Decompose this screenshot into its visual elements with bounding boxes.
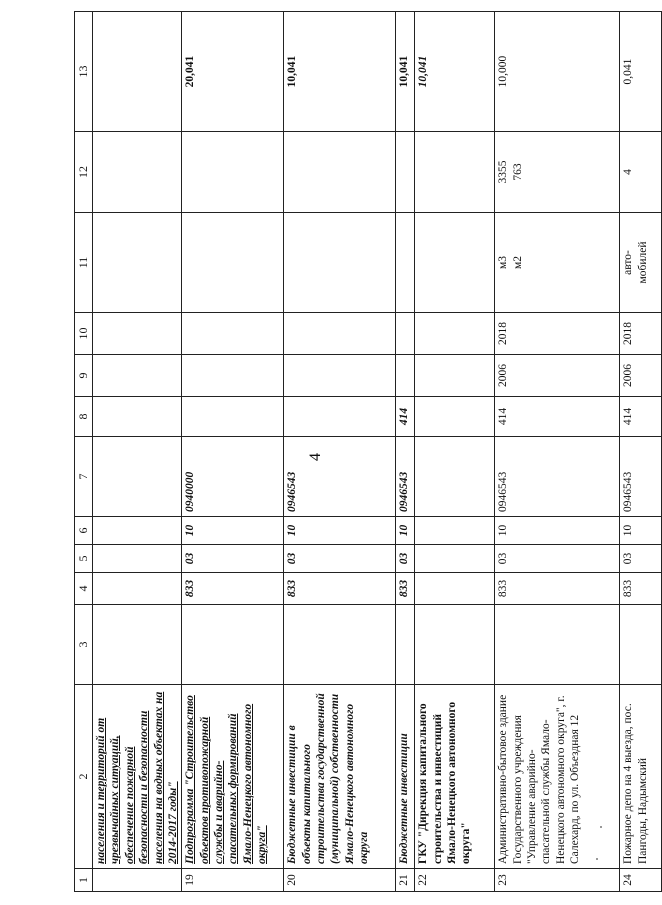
cell: 2006: [495, 355, 620, 397]
cell: [415, 517, 495, 545]
cell: 20,041: [182, 12, 284, 132]
header-row: [75, 12, 93, 892]
header-cell: 4: [75, 573, 93, 605]
cell: 03: [620, 545, 662, 573]
cell: [284, 313, 396, 355]
cell: [182, 605, 284, 685]
budget-table: [74, 11, 662, 892]
header-cell: 11: [75, 213, 93, 313]
cell: 03: [182, 545, 284, 573]
cell: [182, 397, 284, 437]
cell: 10,041: [415, 12, 495, 132]
cell: 2018: [620, 313, 662, 355]
cell: [93, 355, 182, 397]
cell: [620, 605, 662, 685]
table-row: [284, 12, 396, 892]
row-name: Подпрограмма "Строительство объектов противопожарной службы и аварийно-спасательных формирований Ямало-Ненецкого автономного округа": [182, 685, 284, 869]
header-cell: 9: [75, 355, 93, 397]
cell: 03: [396, 545, 415, 573]
cell: 833: [620, 573, 662, 605]
scan-speck: [596, 858, 598, 860]
cell: 0946543: [620, 437, 662, 517]
cell: 833: [182, 573, 284, 605]
table-row: [93, 12, 182, 892]
cell: [93, 545, 182, 573]
cell: [495, 605, 620, 685]
cell: 0946543: [396, 437, 415, 517]
cell: 3355 763: [495, 132, 620, 213]
cell: [396, 132, 415, 213]
cell: 10: [620, 517, 662, 545]
cell: [93, 12, 182, 132]
cell: м3 м2: [495, 213, 620, 313]
cell: [415, 397, 495, 437]
cell: 833: [396, 573, 415, 605]
cell: 10: [284, 517, 396, 545]
cell: [415, 437, 495, 517]
cell: [93, 313, 182, 355]
header-cell: 12: [75, 132, 93, 213]
table-row: [495, 12, 620, 892]
cell: 10,041: [396, 12, 415, 132]
cell: [396, 313, 415, 355]
row-name: Административно-бытовое здание Государственного учреждения "Управление аварийно-спасательной службы Ямало-Ненецкого автономного округа", г. Салехард, по ул. Объездная 12: [495, 685, 620, 869]
cell: 0940000: [182, 437, 284, 517]
cell: [396, 355, 415, 397]
cell: [415, 573, 495, 605]
table-row: [396, 12, 415, 892]
cell: 833: [495, 573, 620, 605]
cell: 10: [396, 517, 415, 545]
table-row: [182, 12, 284, 892]
cell: [93, 437, 182, 517]
cell: [182, 132, 284, 213]
header-cell: 13: [75, 12, 93, 132]
table-row: [620, 12, 662, 892]
cell: 833: [284, 573, 396, 605]
header-cell: 3: [75, 605, 93, 685]
row-number: 24: [620, 869, 662, 892]
cell: 0946543: [284, 437, 396, 517]
rotated-table-container: [74, 12, 649, 892]
cell: [93, 605, 182, 685]
header-cell: 6: [75, 517, 93, 545]
cell: 4: [620, 132, 662, 213]
row-number: 20: [284, 869, 396, 892]
row-name: Бюджетные инвестиции в объекты капитального строительства государственной (муниципальной) собственности Ямало-Ненецкого автономного округа: [284, 685, 396, 869]
cell: [284, 355, 396, 397]
cell: 0946543: [495, 437, 620, 517]
table-row: [415, 12, 495, 892]
page-number: 4: [307, 453, 324, 461]
cell: [284, 397, 396, 437]
cell: [93, 397, 182, 437]
header-cell: 5: [75, 545, 93, 573]
row-number: 19: [182, 869, 284, 892]
row-name: населения и территорий от чрезвычайных ситуаций, обеспечение пожарной безопасности и безопасности населения на водных объектах на 2014-2017 годы": [93, 685, 182, 869]
cell: [182, 313, 284, 355]
row-number: 21: [396, 869, 415, 892]
cell: [415, 313, 495, 355]
cell: 10,041: [284, 12, 396, 132]
header-cell: 7: [75, 437, 93, 517]
cell: [93, 213, 182, 313]
row-number: 23: [495, 869, 620, 892]
header-cell: 2: [75, 685, 93, 869]
cell: [415, 605, 495, 685]
cell: [93, 573, 182, 605]
cell: [182, 213, 284, 313]
cell: 414: [495, 397, 620, 437]
scan-speck: [600, 826, 602, 828]
cell: [182, 355, 284, 397]
cell: 2018: [495, 313, 620, 355]
cell: [396, 605, 415, 685]
cell: [284, 132, 396, 213]
cell: 414: [396, 397, 415, 437]
cell: [415, 545, 495, 573]
row-number: [93, 869, 182, 892]
header-cell: 1: [75, 869, 93, 892]
cell: 03: [284, 545, 396, 573]
cell: 414: [620, 397, 662, 437]
cell: [284, 213, 396, 313]
row-name: ГКУ "Дирекция капитального строительства и инвестиций Ямало-Ненецкого автономного округа": [415, 685, 495, 869]
cell: [415, 132, 495, 213]
cell: 03: [495, 545, 620, 573]
row-name: Бюджетные инвестиции: [396, 685, 415, 869]
row-name: Пожарное депо на 4 выезда, пос. Пангоды, Надымский: [620, 685, 662, 869]
cell: [396, 213, 415, 313]
cell: [284, 605, 396, 685]
cell: [93, 517, 182, 545]
cell: авто- мобилей: [620, 213, 662, 313]
cell: [415, 213, 495, 313]
cell: 2006: [620, 355, 662, 397]
row-number: 22: [415, 869, 495, 892]
cell: 10,000: [495, 12, 620, 132]
cell: 0,041: [620, 12, 662, 132]
header-cell: 8: [75, 397, 93, 437]
header-cell: 10: [75, 313, 93, 355]
cell: 10: [182, 517, 284, 545]
cell: [415, 355, 495, 397]
cell: [93, 132, 182, 213]
cell: 10: [495, 517, 620, 545]
